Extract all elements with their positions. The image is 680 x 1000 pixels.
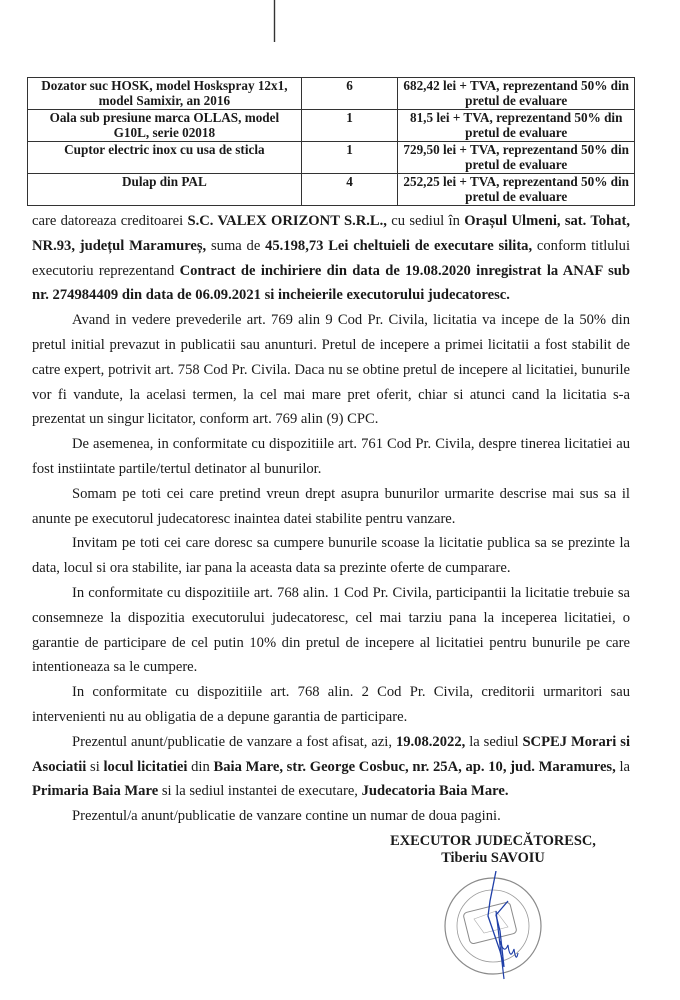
debt-amount: 45.198,73 Lei cheltuieli de executare silita,: [265, 237, 533, 254]
text: la sediul: [465, 733, 523, 750]
signature-block: [388, 833, 598, 867]
item-quantity: 1: [301, 110, 398, 142]
item-name: Dulap din PAL: [28, 174, 302, 206]
item-name: Dozator suc HOSK, model Hoskspray 12x1, model Samixir, an 2016: [28, 78, 302, 110]
text: si la sediul instantei de executare,: [158, 783, 362, 800]
summons-paragraph: Somam pe toti cei care pretind vreun drept asupra bunurilor urmarite descrise mai sus sa il anunte pe executorul judecatoresc inaintea datei stabilite pentru vanzare.: [32, 485, 630, 527]
auction-address: Baia Mare, str. George Cosbuc, nr. 25A, ap. 10, jud. Maramures,: [213, 758, 616, 775]
posting-paragraph: [32, 730, 630, 804]
court-name: Judecatoria Baia Mare.: [361, 783, 509, 800]
creditors-exemption-paragraph: In conformitate cu dispozitiile art. 768 alin. 2 Cod Pr. Civila, creditorii urmaritori sau intervenienti nu au obligatia de a depune garantia de participare.: [32, 684, 630, 725]
signer-name: Tiberiu SAVOIU: [441, 849, 545, 866]
item-price: 81,5 lei + TVA, reprezentand 50% din pretul de evaluare: [398, 110, 635, 142]
item-quantity: 6: [301, 78, 398, 110]
document-page: [27, 77, 635, 981]
office-name: SCPEJ Morari si Asociatii: [32, 733, 630, 775]
text: suma de: [206, 237, 266, 254]
official-stamp-icon: [438, 871, 548, 981]
invitation-paragraph: Invitam pe toti cei care doresc sa cumpere bunurile scoase la licitatie publica sa se prezinte la data, locul si ora stabilite, iar pana la aceasta data sa prezinte oferte de cumparare.: [32, 535, 630, 577]
binding-mark: [273, 0, 276, 45]
signer-title: EXECUTOR JUDECĂTORESC,: [390, 832, 596, 849]
auction-items-table: [27, 77, 635, 206]
text: cu sediul în: [386, 213, 465, 229]
creditor-address: Orașul Ulmeni, sat. Tohat, NR.93, județul Maramureș,: [32, 213, 630, 254]
table-row: [28, 78, 635, 110]
item-price: 729,50 lei + TVA, reprezentand 50% din pretul de evaluare: [398, 142, 635, 174]
item-quantity: 1: [301, 142, 398, 174]
table-row: [28, 174, 635, 206]
guarantee-paragraph: In conformitate cu dispozitiile art. 768 alin. 1 Cod Pr. Civila, participantii la licitatie trebuie sa consemneze la dispozitia executorului judecatoresc, cel mai tarziu pana la inceperea licitatiei, o garantie de participare de cel putin 10% din pretul de incepere al licitatiei pentru bunurile pe care intentioneaza sa le cumpere.: [32, 584, 630, 676]
enforcement-title: Contract de inchiriere din data de 19.08.2020 inregistrat la ANAF sub nr. 274984409 din data de 06.09.2021 si incheierile executorului judecatoresc.: [32, 262, 630, 304]
creditor-paragraph: [32, 209, 630, 308]
text: la: [615, 758, 630, 775]
text: Prezentul anunt/publicatie de vanzare a fost afisat, azi,: [72, 733, 396, 750]
signature-stroke: [488, 871, 508, 967]
item-quantity: 4: [301, 174, 398, 206]
table-row: [28, 110, 635, 142]
posting-date: 19.08.2022,: [395, 733, 466, 750]
creditor-name: S.C. VALEX ORIZONT S.R.L.,: [187, 213, 387, 229]
text: din: [187, 758, 214, 775]
notice-body: [32, 209, 630, 829]
text: conform titlului executoriu reprezentand: [32, 237, 631, 279]
item-price: 252,25 lei + TVA, reprezentand 50% din pretul de evaluare: [398, 174, 635, 206]
page-count-paragraph: Prezentul/a anunt/publicatie de vanzare contine un numar de doua pagini.: [72, 808, 501, 825]
item-name: Cuptor electric inox cu usa de sticla: [28, 142, 302, 174]
city-hall: Primaria Baia Mare: [32, 783, 159, 800]
text: care datoreaza creditoarei: [32, 213, 188, 229]
notification-paragraph: De asemenea, in conformitate cu dispozitiile art. 761 Cod Pr. Civila, despre tinerea licitatiei au fost instiintate partile/tertul detinator al bunurilor.: [32, 436, 630, 477]
starting-price-paragraph: Avand in vedere prevederile art. 769 alin 9 Cod Pr. Civila, licitatia va incepe de la 50% din pretul initial prevazut in publicatii sau anunturi. Pretul de incepere a primei licitatii a fost stabilit de catre expert, potrivit art. 758 Cod Pr. Civila. Daca nu se obtine pretul de incepere al licitatiei, bunurile vor fi vandute, la acelasi termen, la cel mai mare pret oferit, chiar si atunci cand la licitatia s-a prezentat un singur licitator, conform art. 769 alin (9) CPC.: [32, 312, 630, 428]
item-price: 682,42 lei + TVA, reprezentand 50% din pretul de evaluare: [398, 78, 635, 110]
table-row: [28, 142, 635, 174]
text: si: [86, 758, 104, 775]
auction-place-label: locul licitatiei: [103, 758, 188, 775]
item-name: Oala sub presiune marca OLLAS, model G10L, serie 02018: [28, 110, 302, 142]
